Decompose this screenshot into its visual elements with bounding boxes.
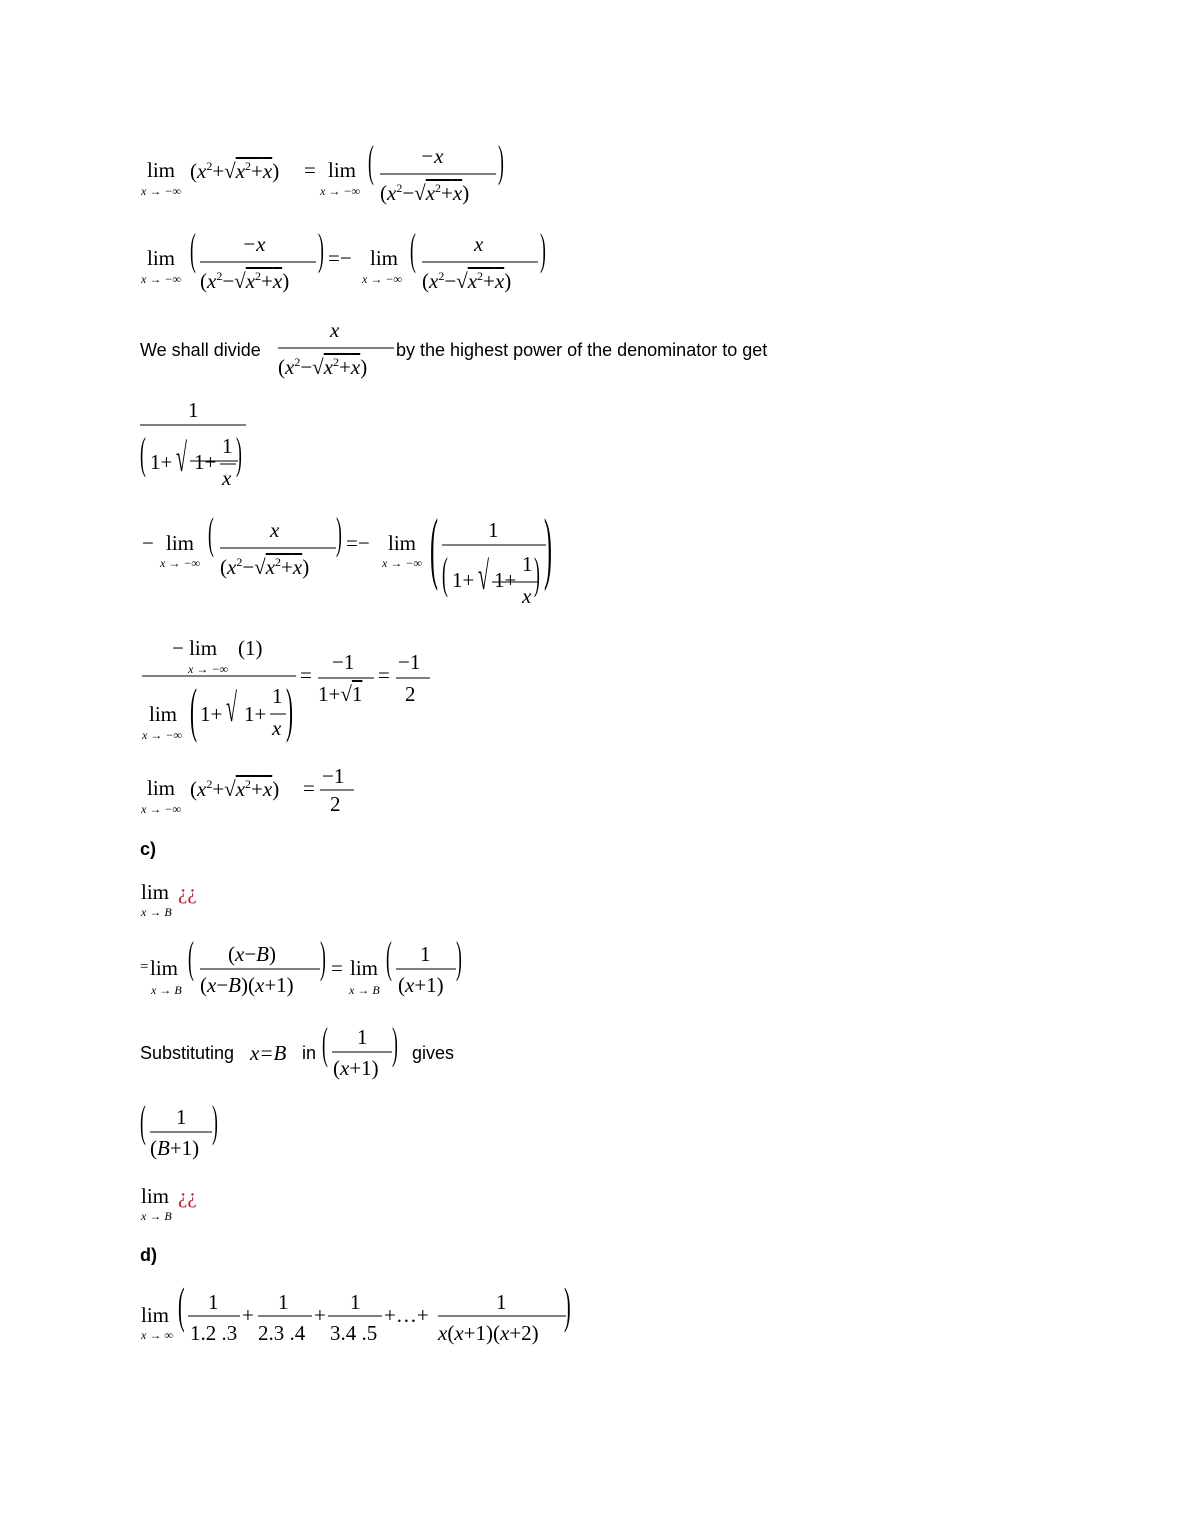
mid-denominator: 1+√1 (318, 682, 363, 706)
fraction-denominator: $(x^2-√x^2+x)$ (278, 355, 368, 379)
result-denominator: 2 (405, 682, 416, 706)
equals-sign: = (378, 663, 390, 687)
right-paren: ) (236, 429, 242, 478)
inner-denominator: x (222, 466, 232, 490)
left-paren: ( (188, 933, 194, 982)
left-paren: ( (178, 1277, 185, 1333)
minus-sign: − (142, 531, 154, 555)
sqrt-sign: √ (226, 685, 237, 730)
lim-subscript: x → −∞ (142, 728, 182, 742)
part-d-label: d) (140, 1245, 157, 1265)
lim-subscript: x → −∞ (320, 184, 360, 198)
fraction-denominator: (x−B)(x+1) (200, 973, 294, 997)
left-paren: ( (386, 933, 392, 982)
prose-text: gives (412, 1043, 455, 1063)
fraction-numerator: −x (420, 144, 444, 168)
term-denominator: 1.2 .3 (190, 1321, 238, 1345)
right-paren: ) (564, 1277, 571, 1333)
right-paren: ) (320, 933, 326, 982)
fraction-numerator: −x (242, 232, 266, 256)
fraction-numerator: 1 (176, 1105, 187, 1129)
fraction-denominator: $(x^2-√x^2+x)$ (380, 181, 470, 205)
denominator-text: 1+ (452, 568, 475, 592)
fraction-numerator: 1 (357, 1025, 368, 1049)
left-paren: ( (140, 429, 146, 478)
right-paren: ) (534, 549, 540, 598)
ellipsis: +…+ (384, 1303, 429, 1327)
equals-minus: =− (346, 531, 370, 555)
lim-subscript: x → −∞ (141, 184, 181, 198)
part-c-label: c) (140, 839, 157, 859)
inner-denominator: x (272, 716, 282, 740)
lim-operator: lim (141, 1184, 170, 1208)
prose-text: by the highest power of the denominator to get (396, 340, 768, 360)
right-paren: ) (498, 137, 504, 186)
prose-text: in (302, 1043, 317, 1063)
equals-sign: = (331, 956, 343, 980)
right-paren: ) (286, 677, 293, 743)
lim-operator: lim (141, 1303, 170, 1327)
fraction-denominator: $(x^2-√x^2+x)$ (422, 269, 512, 293)
sqrt-sign: √ (478, 553, 489, 598)
fraction-denominator: $(x^2-√x^2+x)$ (200, 269, 290, 293)
fraction-numerator: 1 (420, 942, 431, 966)
lim-operator: lim (350, 956, 379, 980)
mid-numerator: −1 (332, 650, 355, 674)
right-paren: ) (540, 225, 546, 274)
lim-subscript: x → −∞ (160, 556, 200, 570)
equals-sign: = (303, 776, 315, 800)
inner-numerator: 1 (272, 684, 283, 708)
term-denominator: x(x+1)(x+2) (438, 1321, 539, 1345)
term-denominator: 2.3 .4 (258, 1321, 306, 1345)
equals-minus: =− (328, 246, 352, 270)
fraction-numerator: 1 (488, 518, 499, 542)
plus-sign: + (242, 1303, 254, 1327)
left-paren: ( (442, 549, 448, 598)
right-paren: ) (318, 225, 324, 274)
result-denominator: 2 (330, 792, 341, 816)
prose-text: We shall divide (140, 340, 261, 360)
term-numerator: 1 (350, 1290, 361, 1314)
sqrt-sign: √ (176, 435, 187, 480)
denominator-text: 1+ (150, 450, 173, 474)
inner-numerator: 1 (222, 434, 233, 458)
lim-operator: lim (147, 246, 176, 270)
fraction-numerator: (x−B) (228, 942, 276, 966)
lim-operator: lim (147, 776, 176, 800)
lim-subscript: x → B (141, 1209, 172, 1223)
inner-numerator: 1 (522, 552, 533, 576)
placeholder-glyphs: ¿¿ (178, 880, 197, 904)
lim-operator: lim (141, 880, 170, 904)
lim-operator: lim (328, 158, 357, 182)
lim-subscript: x → B (141, 905, 172, 919)
left-paren: ( (208, 509, 214, 558)
fraction-denominator: (x+1) (398, 973, 444, 997)
lim-operator: lim (147, 158, 176, 182)
lim-subscript: x → −∞ (382, 556, 422, 570)
inner-denominator: x (522, 584, 532, 608)
fraction-numerator: x (270, 518, 280, 542)
right-paren: ) (392, 1019, 398, 1068)
term-numerator: 1 (208, 1290, 219, 1314)
left-paren: ( (190, 225, 196, 274)
plus-sign: + (314, 1303, 326, 1327)
result-numerator: −1 (322, 764, 345, 788)
left-paren: ( (430, 504, 438, 592)
lim-operator: lim (388, 531, 417, 555)
denominator-text: 1+ (494, 568, 517, 592)
expression: $(x^2+√x^2+x)$ (190, 159, 280, 183)
inline-expression: x=B (250, 1041, 287, 1065)
right-paren: ) (336, 509, 342, 558)
denominator-text: 1+ (244, 702, 267, 726)
lim-subscript: x → B (349, 983, 380, 997)
placeholder-glyphs: ¿¿ (178, 1184, 197, 1208)
term-denominator: 3.4 .5 (330, 1321, 378, 1345)
fraction-denominator: $(x^2-√x^2+x)$ (220, 555, 310, 579)
lim-operator: lim (370, 246, 399, 270)
lim-operator: lim (149, 702, 178, 726)
fraction-numerator: x (330, 318, 340, 342)
right-paren: ) (456, 933, 462, 982)
equals-sign: = (300, 663, 312, 687)
fraction-numerator: x (474, 232, 484, 256)
lim-subscript: x → −∞ (362, 272, 402, 286)
lim-subscript: x → B (151, 983, 182, 997)
denominator-text: 1+ (194, 450, 217, 474)
numerator-minus-lim: − lim (172, 636, 218, 660)
left-paren: ( (190, 677, 197, 743)
lim-subscript: x → −∞ (141, 272, 181, 286)
equals-prefix: = (140, 959, 149, 975)
term-numerator: 1 (496, 1290, 507, 1314)
denominator-text: 1+ (200, 702, 223, 726)
fraction-denominator: (B+1) (150, 1136, 200, 1160)
fraction-denominator: (x+1) (333, 1056, 379, 1080)
numerator-paren-one: (1) (238, 636, 263, 660)
lim-subscript: x → ∞ (141, 1328, 173, 1342)
right-paren: ) (212, 1097, 218, 1146)
lim-operator: lim (150, 956, 179, 980)
lim-operator: lim (166, 531, 195, 555)
left-paren: ( (410, 225, 416, 274)
lim-subscript: x → −∞ (141, 802, 181, 816)
result-numerator: −1 (398, 650, 421, 674)
left-paren: ( (322, 1019, 328, 1068)
term-numerator: 1 (278, 1290, 289, 1314)
fraction-numerator: 1 (188, 398, 199, 422)
right-paren: ) (544, 504, 552, 592)
equals-sign: = (304, 158, 316, 182)
expression: $(x^2+√x^2+x)$ (190, 777, 280, 801)
left-paren: ( (368, 137, 374, 186)
left-paren: ( (140, 1097, 146, 1146)
lim-subscript: x → −∞ (188, 662, 228, 676)
prose-text: Substituting (140, 1043, 235, 1063)
